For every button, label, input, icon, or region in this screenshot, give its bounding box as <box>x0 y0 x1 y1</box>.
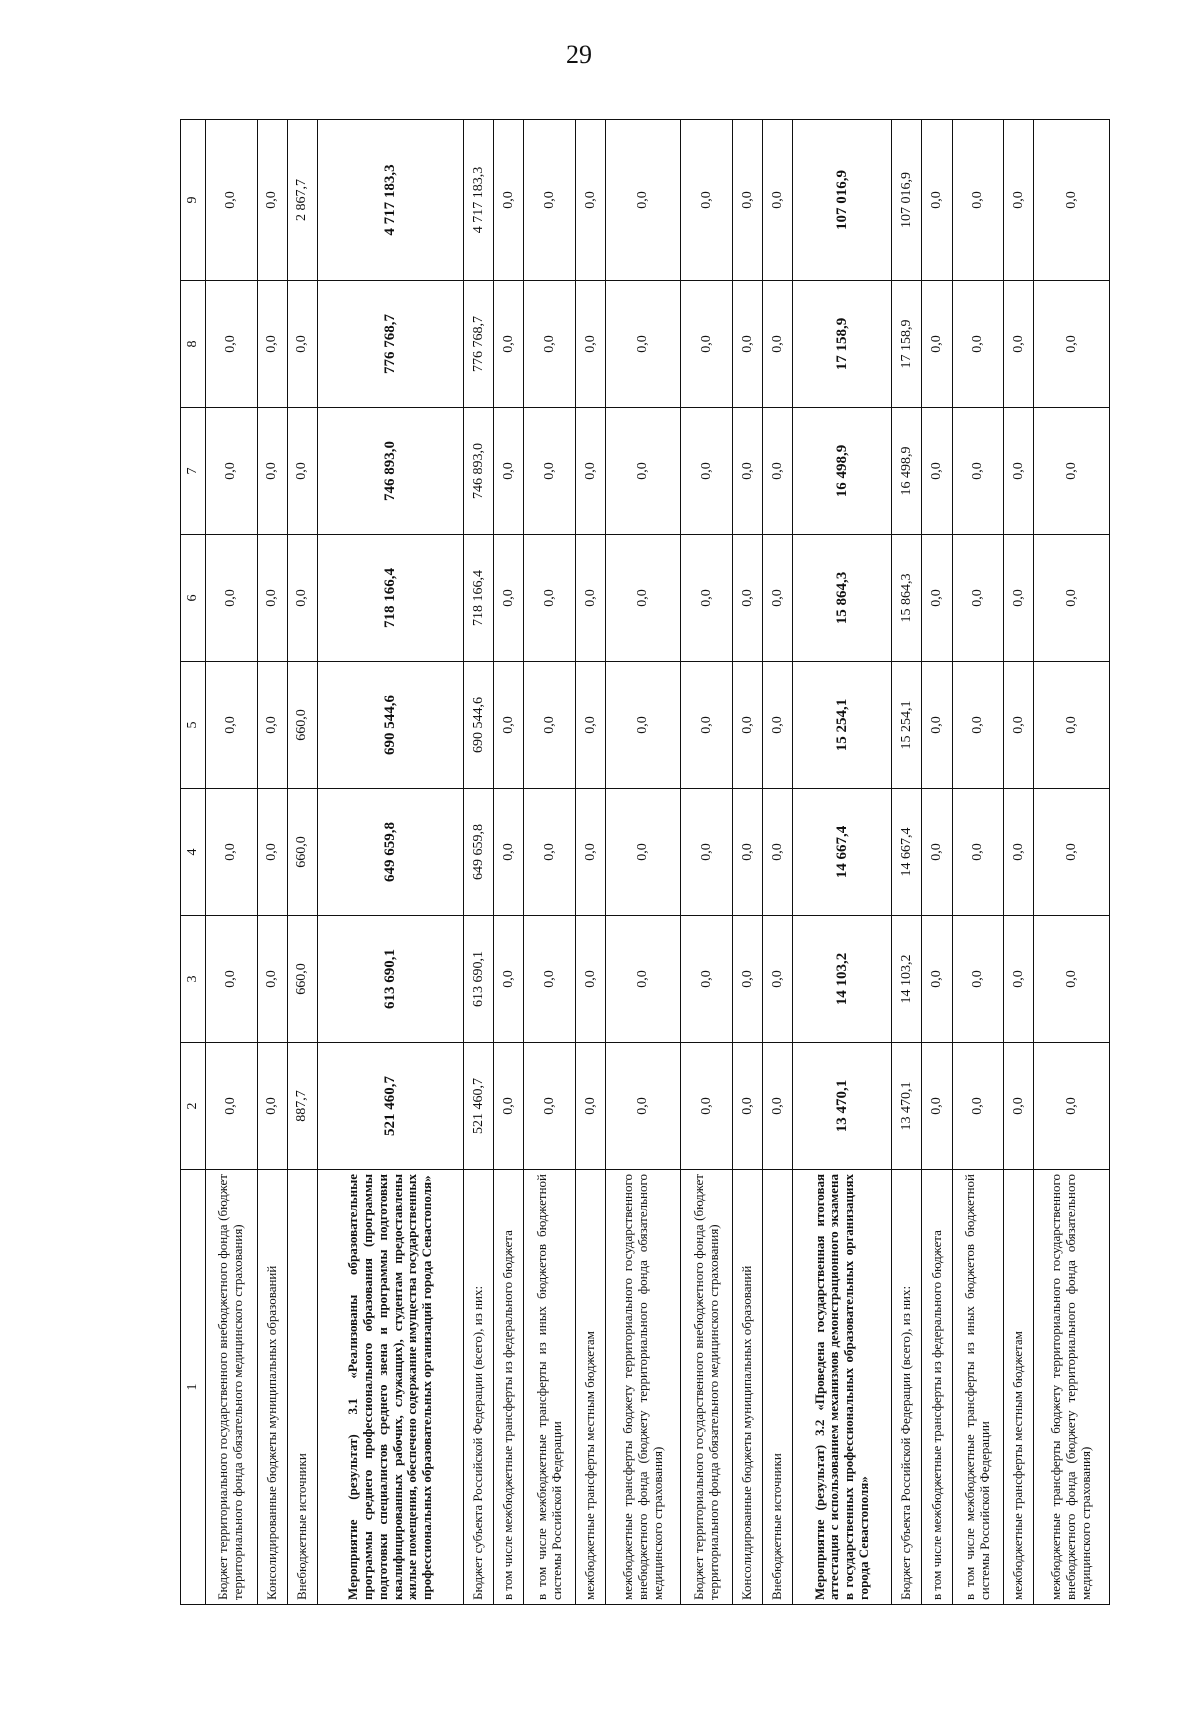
value-cell: 0,0 <box>524 120 576 281</box>
value-cell: 0,0 <box>206 662 258 789</box>
row-label: в том числе межбюджетные трансферты из иных бюджетов бюджетной системы Российской Федерации <box>524 1170 576 1605</box>
column-header: 3 <box>181 916 206 1043</box>
value-cell: 0,0 <box>257 1043 287 1170</box>
value-cell: 14 103,2 <box>892 916 922 1043</box>
value-cell: 0,0 <box>524 916 576 1043</box>
value-cell: 0,0 <box>606 662 681 789</box>
value-cell: 0,0 <box>257 281 287 408</box>
value-cell: 0,0 <box>952 789 1004 916</box>
value-cell: 15 254,1 <box>892 662 922 789</box>
value-cell: 0,0 <box>733 281 763 408</box>
value-cell: 0,0 <box>952 662 1004 789</box>
value-cell: 0,0 <box>763 916 793 1043</box>
table-row <box>524 120 576 1605</box>
row-label: межбюджетные трансферты бюджету территориального государственного внебюджетного фонда (бюджету территориального фонда обязательного медицинского страхования) <box>1034 1170 1110 1605</box>
value-cell: 0,0 <box>257 916 287 1043</box>
value-cell: 613 690,1 <box>318 916 464 1043</box>
value-cell: 0,0 <box>1004 120 1034 281</box>
row-label: Бюджет субъекта Российской Федерации (всего), из них: <box>464 1170 494 1605</box>
value-cell: 13 470,1 <box>892 1043 922 1170</box>
table-row <box>892 120 922 1605</box>
value-cell: 0,0 <box>257 789 287 916</box>
value-cell: 0,0 <box>922 1043 952 1170</box>
row-label: межбюджетные трансферты местным бюджетам <box>576 1170 606 1605</box>
value-cell: 0,0 <box>257 662 287 789</box>
row-label: Мероприятие (результат) 3.1 «Реализованы образовательные программы среднего профессионального образования (программы подготовки специалистов среднего звена и программы подготовки квалифицированных рабочих, служащих), студентам предоставлены жилые помещения, обеспечено содержание имущества государственных профессиональных образовательных организаций города Севастополя» <box>318 1170 464 1605</box>
value-cell: 660,0 <box>287 789 317 916</box>
value-cell: 0,0 <box>952 281 1004 408</box>
value-cell: 0,0 <box>576 662 606 789</box>
value-cell: 690 544,6 <box>464 662 494 789</box>
value-cell: 0,0 <box>494 1043 524 1170</box>
value-cell: 0,0 <box>681 789 733 916</box>
value-cell: 4 717 183,3 <box>318 120 464 281</box>
value-cell: 0,0 <box>763 662 793 789</box>
value-cell: 0,0 <box>733 120 763 281</box>
value-cell: 690 544,6 <box>318 662 464 789</box>
value-cell: 0,0 <box>1034 789 1110 916</box>
value-cell: 0,0 <box>763 535 793 662</box>
table-row <box>1004 120 1034 1605</box>
table-row <box>206 120 258 1605</box>
value-cell: 0,0 <box>1004 408 1034 535</box>
value-cell: 0,0 <box>952 535 1004 662</box>
table-row <box>1034 120 1110 1605</box>
value-cell: 0,0 <box>1004 916 1034 1043</box>
table-row <box>287 120 317 1605</box>
value-cell: 776 768,7 <box>318 281 464 408</box>
value-cell: 0,0 <box>257 120 287 281</box>
value-cell: 0,0 <box>681 281 733 408</box>
value-cell: 0,0 <box>681 535 733 662</box>
value-cell: 0,0 <box>287 281 317 408</box>
value-cell: 0,0 <box>206 408 258 535</box>
table-row <box>793 120 892 1605</box>
value-cell: 0,0 <box>1034 408 1110 535</box>
value-cell: 14 667,4 <box>892 789 922 916</box>
value-cell: 0,0 <box>606 281 681 408</box>
value-cell: 0,0 <box>763 1043 793 1170</box>
table-row <box>464 120 494 1605</box>
value-cell: 0,0 <box>606 1043 681 1170</box>
value-cell: 0,0 <box>1004 281 1034 408</box>
row-label: межбюджетные трансферты бюджету территориального государственного внебюджетного фонда (бюджету территориального фонда обязательного медицинского страхования) <box>606 1170 681 1605</box>
value-cell: 15 864,3 <box>793 535 892 662</box>
value-cell: 0,0 <box>922 120 952 281</box>
value-cell: 718 166,4 <box>318 535 464 662</box>
value-cell: 0,0 <box>922 281 952 408</box>
value-cell: 0,0 <box>606 916 681 1043</box>
value-cell: 0,0 <box>733 408 763 535</box>
value-cell: 14 103,2 <box>793 916 892 1043</box>
value-cell: 887,7 <box>287 1043 317 1170</box>
value-cell: 746 893,0 <box>318 408 464 535</box>
value-cell: 0,0 <box>1034 120 1110 281</box>
value-cell: 15 864,3 <box>892 535 922 662</box>
value-cell: 15 254,1 <box>793 662 892 789</box>
value-cell: 0,0 <box>733 789 763 916</box>
value-cell: 0,0 <box>763 281 793 408</box>
value-cell: 0,0 <box>494 916 524 1043</box>
value-cell: 0,0 <box>606 789 681 916</box>
value-cell: 0,0 <box>922 916 952 1043</box>
value-cell: 0,0 <box>524 408 576 535</box>
value-cell: 0,0 <box>257 408 287 535</box>
value-cell: 0,0 <box>494 281 524 408</box>
column-header: 6 <box>181 535 206 662</box>
value-cell: 0,0 <box>1034 1043 1110 1170</box>
page-number: 29 <box>566 40 592 69</box>
value-cell: 0,0 <box>733 1043 763 1170</box>
value-cell: 0,0 <box>524 535 576 662</box>
value-cell: 521 460,7 <box>318 1043 464 1170</box>
value-cell: 17 158,9 <box>892 281 922 408</box>
value-cell: 0,0 <box>524 281 576 408</box>
value-cell: 0,0 <box>733 662 763 789</box>
value-cell: 0,0 <box>524 662 576 789</box>
value-cell: 0,0 <box>681 916 733 1043</box>
value-cell: 2 867,7 <box>287 120 317 281</box>
value-cell: 0,0 <box>681 1043 733 1170</box>
value-cell: 0,0 <box>287 535 317 662</box>
value-cell: 0,0 <box>681 408 733 535</box>
value-cell: 16 498,9 <box>793 408 892 535</box>
value-cell: 0,0 <box>1034 535 1110 662</box>
value-cell: 0,0 <box>494 120 524 281</box>
value-cell: 521 460,7 <box>464 1043 494 1170</box>
table-row <box>257 120 287 1605</box>
value-cell: 0,0 <box>494 789 524 916</box>
value-cell: 0,0 <box>763 120 793 281</box>
row-label: Бюджет территориального государственного внебюджетного фонда (бюджет территориального фонда обязательного медицинского страхования) <box>681 1170 733 1605</box>
row-label: Бюджет субъекта Российской Федерации (всего), из них: <box>892 1170 922 1605</box>
table-row <box>952 120 1004 1605</box>
column-header: 8 <box>181 281 206 408</box>
value-cell: 613 690,1 <box>464 916 494 1043</box>
value-cell: 0,0 <box>1034 281 1110 408</box>
table-row <box>733 120 763 1605</box>
value-cell: 718 166,4 <box>464 535 494 662</box>
row-label: в том числе межбюджетные трансферты из иных бюджетов бюджетной системы Российской Федерации <box>952 1170 1004 1605</box>
value-cell: 0,0 <box>206 916 258 1043</box>
value-cell: 0,0 <box>922 408 952 535</box>
value-cell: 776 768,7 <box>464 281 494 408</box>
value-cell: 0,0 <box>1034 916 1110 1043</box>
table-row <box>681 120 733 1605</box>
value-cell: 746 893,0 <box>464 408 494 535</box>
value-cell: 0,0 <box>922 789 952 916</box>
value-cell: 0,0 <box>524 1043 576 1170</box>
header-row <box>181 120 206 1605</box>
value-cell: 0,0 <box>1004 535 1034 662</box>
value-cell: 649 659,8 <box>464 789 494 916</box>
row-label: в том числе межбюджетные трансферты из федерального бюджета <box>494 1170 524 1605</box>
value-cell: 0,0 <box>952 408 1004 535</box>
column-header: 5 <box>181 662 206 789</box>
table-row <box>494 120 524 1605</box>
value-cell: 0,0 <box>206 1043 258 1170</box>
value-cell: 0,0 <box>576 1043 606 1170</box>
value-cell: 0,0 <box>287 408 317 535</box>
value-cell: 0,0 <box>576 408 606 535</box>
table-row <box>606 120 681 1605</box>
value-cell: 0,0 <box>1004 789 1034 916</box>
value-cell: 0,0 <box>1004 1043 1034 1170</box>
value-cell: 0,0 <box>952 120 1004 281</box>
rotated-table-container <box>180 120 1110 1605</box>
table-row <box>576 120 606 1605</box>
row-label: межбюджетные трансферты местным бюджетам <box>1004 1170 1034 1605</box>
value-cell: 0,0 <box>606 120 681 281</box>
value-cell: 0,0 <box>681 120 733 281</box>
row-label: Консолидированные бюджеты муниципальных образований <box>257 1170 287 1605</box>
value-cell: 0,0 <box>922 535 952 662</box>
value-cell: 0,0 <box>494 535 524 662</box>
value-cell: 0,0 <box>576 535 606 662</box>
table-row <box>922 120 952 1605</box>
value-cell: 14 667,4 <box>793 789 892 916</box>
table-row <box>763 120 793 1605</box>
row-label: Консолидированные бюджеты муниципальных образований <box>733 1170 763 1605</box>
value-cell: 0,0 <box>922 662 952 789</box>
row-label: в том числе межбюджетные трансферты из федерального бюджета <box>922 1170 952 1605</box>
value-cell: 0,0 <box>576 916 606 1043</box>
value-cell: 0,0 <box>257 535 287 662</box>
value-cell: 0,0 <box>606 408 681 535</box>
value-cell: 0,0 <box>1004 662 1034 789</box>
budget-table <box>180 119 1110 1605</box>
column-header: 9 <box>181 120 206 281</box>
column-header: 2 <box>181 1043 206 1170</box>
value-cell: 0,0 <box>733 916 763 1043</box>
value-cell: 0,0 <box>206 281 258 408</box>
value-cell: 0,0 <box>524 789 576 916</box>
value-cell: 0,0 <box>952 1043 1004 1170</box>
value-cell: 0,0 <box>733 535 763 662</box>
value-cell: 0,0 <box>576 120 606 281</box>
value-cell: 0,0 <box>206 535 258 662</box>
value-cell: 0,0 <box>206 789 258 916</box>
value-cell: 0,0 <box>952 916 1004 1043</box>
value-cell: 0,0 <box>606 535 681 662</box>
value-cell: 0,0 <box>206 120 258 281</box>
row-label: Внебюджетные источники <box>763 1170 793 1605</box>
row-label: Внебюджетные источники <box>287 1170 317 1605</box>
row-label: Бюджет территориального государственного внебюджетного фонда (бюджет территориального фонда обязательного медицинского страхования) <box>206 1170 258 1605</box>
value-cell: 660,0 <box>287 662 317 789</box>
value-cell: 107 016,9 <box>892 120 922 281</box>
value-cell: 107 016,9 <box>793 120 892 281</box>
column-header: 7 <box>181 408 206 535</box>
value-cell: 0,0 <box>494 408 524 535</box>
value-cell: 0,0 <box>681 662 733 789</box>
table-row <box>318 120 464 1605</box>
value-cell: 13 470,1 <box>793 1043 892 1170</box>
value-cell: 0,0 <box>494 662 524 789</box>
value-cell: 0,0 <box>763 789 793 916</box>
value-cell: 0,0 <box>1034 662 1110 789</box>
column-header: 4 <box>181 789 206 916</box>
value-cell: 0,0 <box>763 408 793 535</box>
value-cell: 0,0 <box>576 789 606 916</box>
value-cell: 660,0 <box>287 916 317 1043</box>
row-label: Мероприятие (результат) 3.2 «Проведена государственная итоговая аттестация с использованием механизмов демонстрационного экзамена в государственных профессиональных образовательных организациях города Севастополя» <box>793 1170 892 1605</box>
value-cell: 17 158,9 <box>793 281 892 408</box>
value-cell: 0,0 <box>576 281 606 408</box>
column-header: 1 <box>181 1170 206 1605</box>
value-cell: 16 498,9 <box>892 408 922 535</box>
value-cell: 649 659,8 <box>318 789 464 916</box>
value-cell: 4 717 183,3 <box>464 120 494 281</box>
